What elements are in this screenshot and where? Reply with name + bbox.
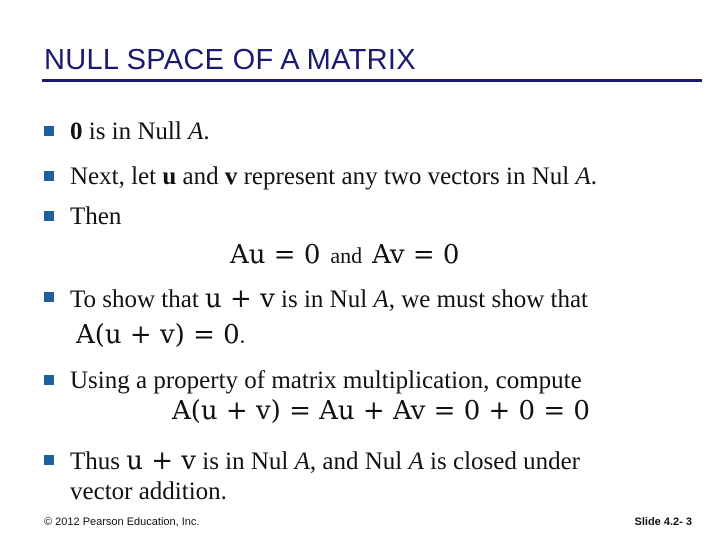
bullet-marker bbox=[44, 455, 54, 465]
zero-vector: 0 bbox=[70, 118, 83, 145]
bullet-marker bbox=[44, 292, 54, 302]
bullet-using-property: Using a property of matrix multiplication, compute bbox=[70, 367, 582, 394]
math-u-plus-v: u + v bbox=[205, 284, 275, 314]
text-segment: Next, let bbox=[70, 163, 163, 190]
equation-a-u-plus-v-zero bbox=[76, 320, 245, 350]
bullet-thus bbox=[70, 446, 580, 476]
text-segment: , we must show that bbox=[388, 286, 588, 313]
slide-title: NULL SPACE OF A MATRIX bbox=[44, 44, 416, 76]
period: . bbox=[239, 323, 246, 348]
text-segment: is in Nul bbox=[274, 286, 374, 313]
bullet-marker bbox=[44, 375, 54, 385]
slide-number: Slide 4.2- 3 bbox=[634, 516, 692, 528]
matrix-a: A bbox=[373, 286, 389, 313]
vector-u: u bbox=[162, 163, 177, 190]
bullet-marker bbox=[44, 126, 54, 136]
text-segment: . bbox=[203, 118, 210, 145]
text-segment: is in Nul bbox=[196, 448, 295, 475]
bullet-then: Then bbox=[70, 203, 122, 230]
text-segment: and bbox=[176, 163, 225, 190]
bullet-thus-line2: vector addition. bbox=[70, 478, 227, 505]
text-segment: To show that bbox=[70, 286, 206, 313]
matrix-a: A bbox=[294, 448, 310, 475]
math-a-u-plus-v: A(u + v) = 0 bbox=[76, 320, 240, 350]
text-segment: is closed under bbox=[423, 448, 581, 475]
bullet-let-u-v bbox=[70, 163, 597, 191]
text-segment: . bbox=[590, 163, 597, 190]
and-text: and bbox=[330, 243, 363, 268]
equation-linearity: A(u + v) = Au + Av = 0 + 0 = 0 bbox=[172, 396, 590, 426]
text-segment: , and Nul bbox=[309, 448, 409, 475]
text-segment: is in Null bbox=[82, 118, 189, 145]
math-u-plus-v: u + v bbox=[126, 446, 196, 476]
matrix-a: A bbox=[575, 163, 591, 190]
bullet-to-show bbox=[70, 284, 588, 314]
text-segment: Thus bbox=[70, 448, 127, 475]
vector-v: v bbox=[224, 163, 238, 190]
title-underline bbox=[42, 79, 702, 82]
matrix-a: A bbox=[408, 448, 424, 475]
bullet-marker bbox=[44, 211, 54, 221]
matrix-a: A bbox=[188, 118, 204, 145]
bullet-zero-in-null bbox=[70, 118, 210, 146]
equation-av-zero: Av = 0 bbox=[372, 240, 460, 270]
bullet-marker bbox=[44, 171, 54, 181]
equation-au-zero: Au = 0 bbox=[230, 240, 321, 270]
equation-au-av-zero bbox=[230, 240, 459, 270]
text-segment: represent any two vectors in Nul bbox=[237, 163, 576, 190]
copyright-text: © 2012 Pearson Education, Inc. bbox=[44, 516, 200, 528]
